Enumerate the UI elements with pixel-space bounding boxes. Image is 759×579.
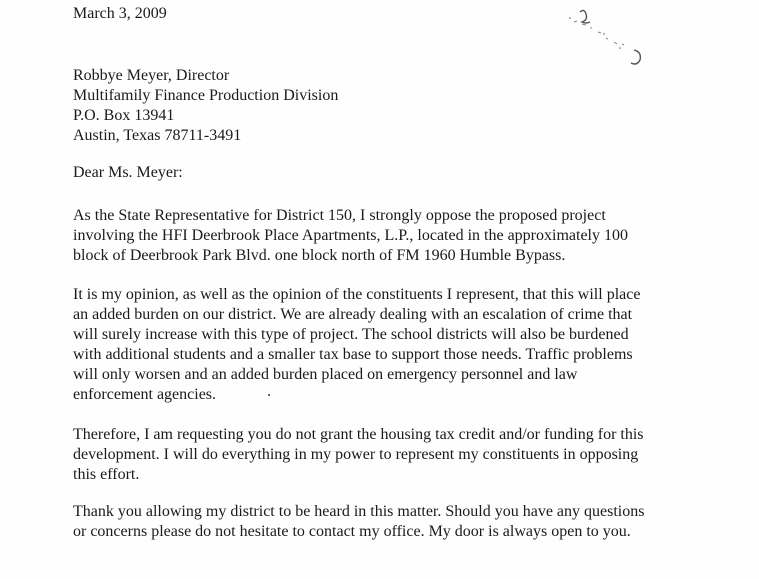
recipient-address	[73, 66, 338, 146]
paragraph-3	[73, 425, 703, 485]
paragraph-line: involving the HFI Deerbrook Place Apartments, L.P., located in the approximately 100	[73, 227, 628, 244]
recipient-name: Robbye Meyer, Director	[73, 67, 230, 84]
paragraph-line: or concerns please do not hesitate to contact my office. My door is always open to you.	[73, 523, 631, 540]
paragraph-2	[73, 285, 703, 405]
recipient-division: Multifamily Finance Production Division	[73, 87, 339, 104]
paragraph-line: an added burden on our district. We are already dealing with an escalation of crime that	[73, 306, 633, 323]
paragraph-line: this effort.	[73, 466, 140, 483]
scan-speck	[268, 394, 270, 396]
received-stamp-icon	[560, 4, 660, 72]
paragraph-line: enforcement agencies.	[73, 386, 217, 403]
paragraph-1	[73, 206, 703, 266]
recipient-po-box: P.O. Box 13941	[73, 107, 175, 124]
paragraph-line: with additional students and a smaller tax base to support those needs. Traffic problems	[73, 346, 633, 363]
paragraph-line: Thank you allowing my district to be heard in this matter. Should you have any questions	[73, 503, 645, 520]
paragraph-line: block of Deerbrook Park Blvd. one block north of FM 1960 Humble Bypass.	[73, 247, 566, 264]
recipient-city-state-zip: Austin, Texas 78711-3491	[73, 127, 242, 144]
paragraph-line: Therefore, I am requesting you do not grant the housing tax credit and/or funding for this	[73, 426, 644, 443]
paragraph-line: It is my opinion, as well as the opinion of the constituents I represent, that this will place	[73, 286, 641, 303]
paragraph-line: development. I will do everything in my power to represent my constituents in opposing	[73, 446, 639, 463]
letter-date: March 3, 2009	[73, 5, 167, 22]
paragraph-4	[73, 502, 703, 542]
paragraph-line: will surely increase with this type of project. The school districts will also be burdened	[73, 326, 629, 343]
paragraph-line: As the State Representative for District 150, I strongly oppose the proposed project	[73, 207, 606, 224]
paragraph-line: will only worsen and an added burden placed on emergency personnel and law	[73, 366, 578, 383]
salutation: Dear Ms. Meyer:	[73, 164, 183, 181]
